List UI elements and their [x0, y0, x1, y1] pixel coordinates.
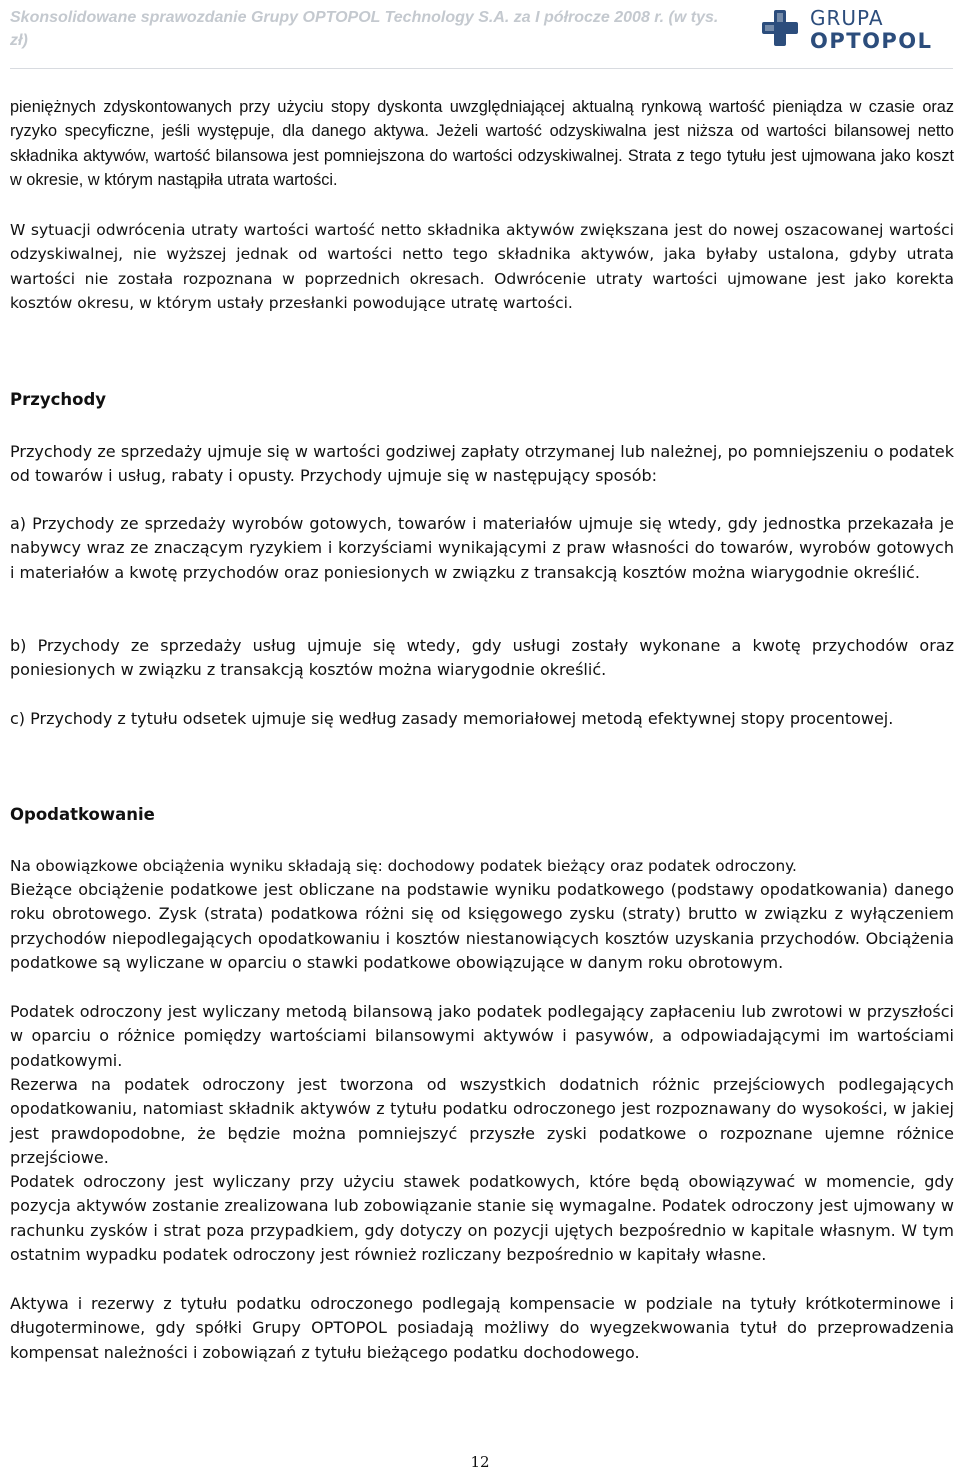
- taxation-current-tax: Bieżące obciążenie podatkowe jest obliczane na podstawie wyniku podatkowego (podstawy opodatkowania) danego roku obrotowego. Zysk (strata) podatkowa różni się od księgowego zysku (straty) brutto w związku z wyłączeniem przychodów niepodlegających opodatkowaniu i kosztów niestanowiących kosztów uzyskania przychodów. Obciążenia podatkowe są wyliczane w oparciu o stawki podatkowe obowiązujące w danym roku obrotowym.: [10, 880, 954, 973]
- impairment-paragraph: pieniężnych zdyskontowanych przy użyciu stopy dyskonta uwzględniającej aktualną rynkową wartość pieniądza w czasie oraz ryzyko specyficzne, jeśli występuje, dla danego aktywa. Jeżeli wartość odzyskiwalna jest niższa od wartości bilansowej netto składnika aktywów, wartość bilansowa jest pomniejszona do wartości odzyskiwalnej. Strata z tego tytułu jest ujmowana jako koszt w okresie, w którym nastąpiła utrata wartości.: [10, 98, 954, 189]
- revenue-paragraph: Przychody ze sprzedaży ujmuje się w wartości godziwej zapłaty otrzymanej lub należnej, po pomniejszeniu o podatek od towarów i usług, rabaty i opusty. Przychody ujmuje się w następujący sposób:: [10, 442, 954, 486]
- section-heading-revenue: Przychody: [10, 390, 107, 409]
- section-heading-taxation: Opodatkowanie: [10, 805, 155, 824]
- taxation-deferred-method: Podatek odroczony jest wyliczany metodą bilansową jako podatek podlegający zapłaceniu lub zwrotowi w przyszłości w oparciu o różnice pomiędzy wartościami bilansowymi aktywów i pasywów, a odpowiadającymi im wartościami podatkowymi.: [10, 1002, 954, 1070]
- taxation-compensation: Aktywa i rezerwy z tytułu podatku odroczonego podlegają kompensacie w podziale na tytuły krótkoterminowe i długoterminowe, gdy spółki Grupy OPTOPOL posiadają możliwy do wyegzekwowania tytuł do przeprowadzenia kompensat należności i zobowiązań z tytułu bieżącego podatku dochodowego.: [10, 1294, 954, 1362]
- cross-plus-icon: [760, 8, 800, 48]
- impairment-reversal-paragraph: W sytuacji odwrócenia utraty wartości wartość netto składnika aktywów zwiększana jest do nowej oszacowanej wartości odzyskiwalnej, nie wyższej jednak od wartości netto tego składnika aktywów, jaka byłaby ustalona, gdyby utrata wartości nie została rozpoznana w poprzednich okresach. Odwrócenie utraty wartości ujmowane jest jako korekta kosztów okresu, w którym ustały przesłanki powodujące utratę wartości.: [10, 221, 954, 312]
- header-divider: [10, 68, 953, 69]
- taxation-deferred-reserve: Rezerwa na podatek odroczony jest tworzona od wszystkich dodatnich różnic przejściowych podlegających opodatkowaniu, natomiast składnik aktywów z tytułu podatku odroczonego jest rozpoznawany do wysokości, w jakiej jest prawdopodobne, że będzie można pomniejszyć przyszłe zyski podatkowe o rozpoznane ujemne różnice przejściowe.: [10, 1075, 954, 1168]
- logo-text-grupa: GRUPA: [810, 6, 884, 30]
- taxation-deferred-rates: Podatek odroczony jest wyliczany przy użyciu stawek podatkowych, które będą obowiązywać w momencie, gdy pozycja aktywów zostanie zrealizowana lub zobowiązanie stanie się wymagalne. Podatek odroczony jest ujmowany w rachunku zysków i strat poza przypadkiem, gdy dotyczy on pozycji ujętych bezpośrednio w kapitale własnym. W tym ostatnim wypadku podatek odroczony jest również rozliczany bezpośrednio w kapitały własne.: [10, 1172, 954, 1265]
- revenue-point-b: b) Przychody ze sprzedaży usług ujmuje się wtedy, gdy usługi zostały wykonane a kwotę przychodów oraz poniesionych w związku z transakcją kosztów można wiarygodnie określić.: [10, 636, 954, 680]
- company-logo: [760, 6, 952, 58]
- taxation-sentence-1: Na obowiązkowe obciążenia wyniku składają się: dochodowy podatek bieżący oraz podatek odroczony.: [10, 857, 797, 875]
- revenue-point-a: a) Przychody ze sprzedaży wyrobów gotowych, towarów i materiałów ujmuje się wtedy, gdy jednostka przekazała je nabywcy wraz ze znaczącym ryzykiem i korzyściami wynikającymi z praw własności do towarów, wyrobów gotowych i materiałów a kwotę przychodów oraz poniesionych w związku z transakcją kosztów można wiarygodnie określić.: [10, 514, 954, 582]
- logo-text-optopol: OPTOPOL: [810, 29, 933, 53]
- revenue-point-c: c) Przychody z tytułu odsetek ujmuje się według zasady memoriałowej metodą efektywnej stopy procentowej.: [10, 709, 894, 728]
- page-number: 12: [470, 1453, 490, 1471]
- report-header-title: Skonsolidowane sprawozdanie Grupy OPTOPOL Technology S.A. za I półrocze 2008 r. (w tys. zł): [10, 9, 719, 49]
